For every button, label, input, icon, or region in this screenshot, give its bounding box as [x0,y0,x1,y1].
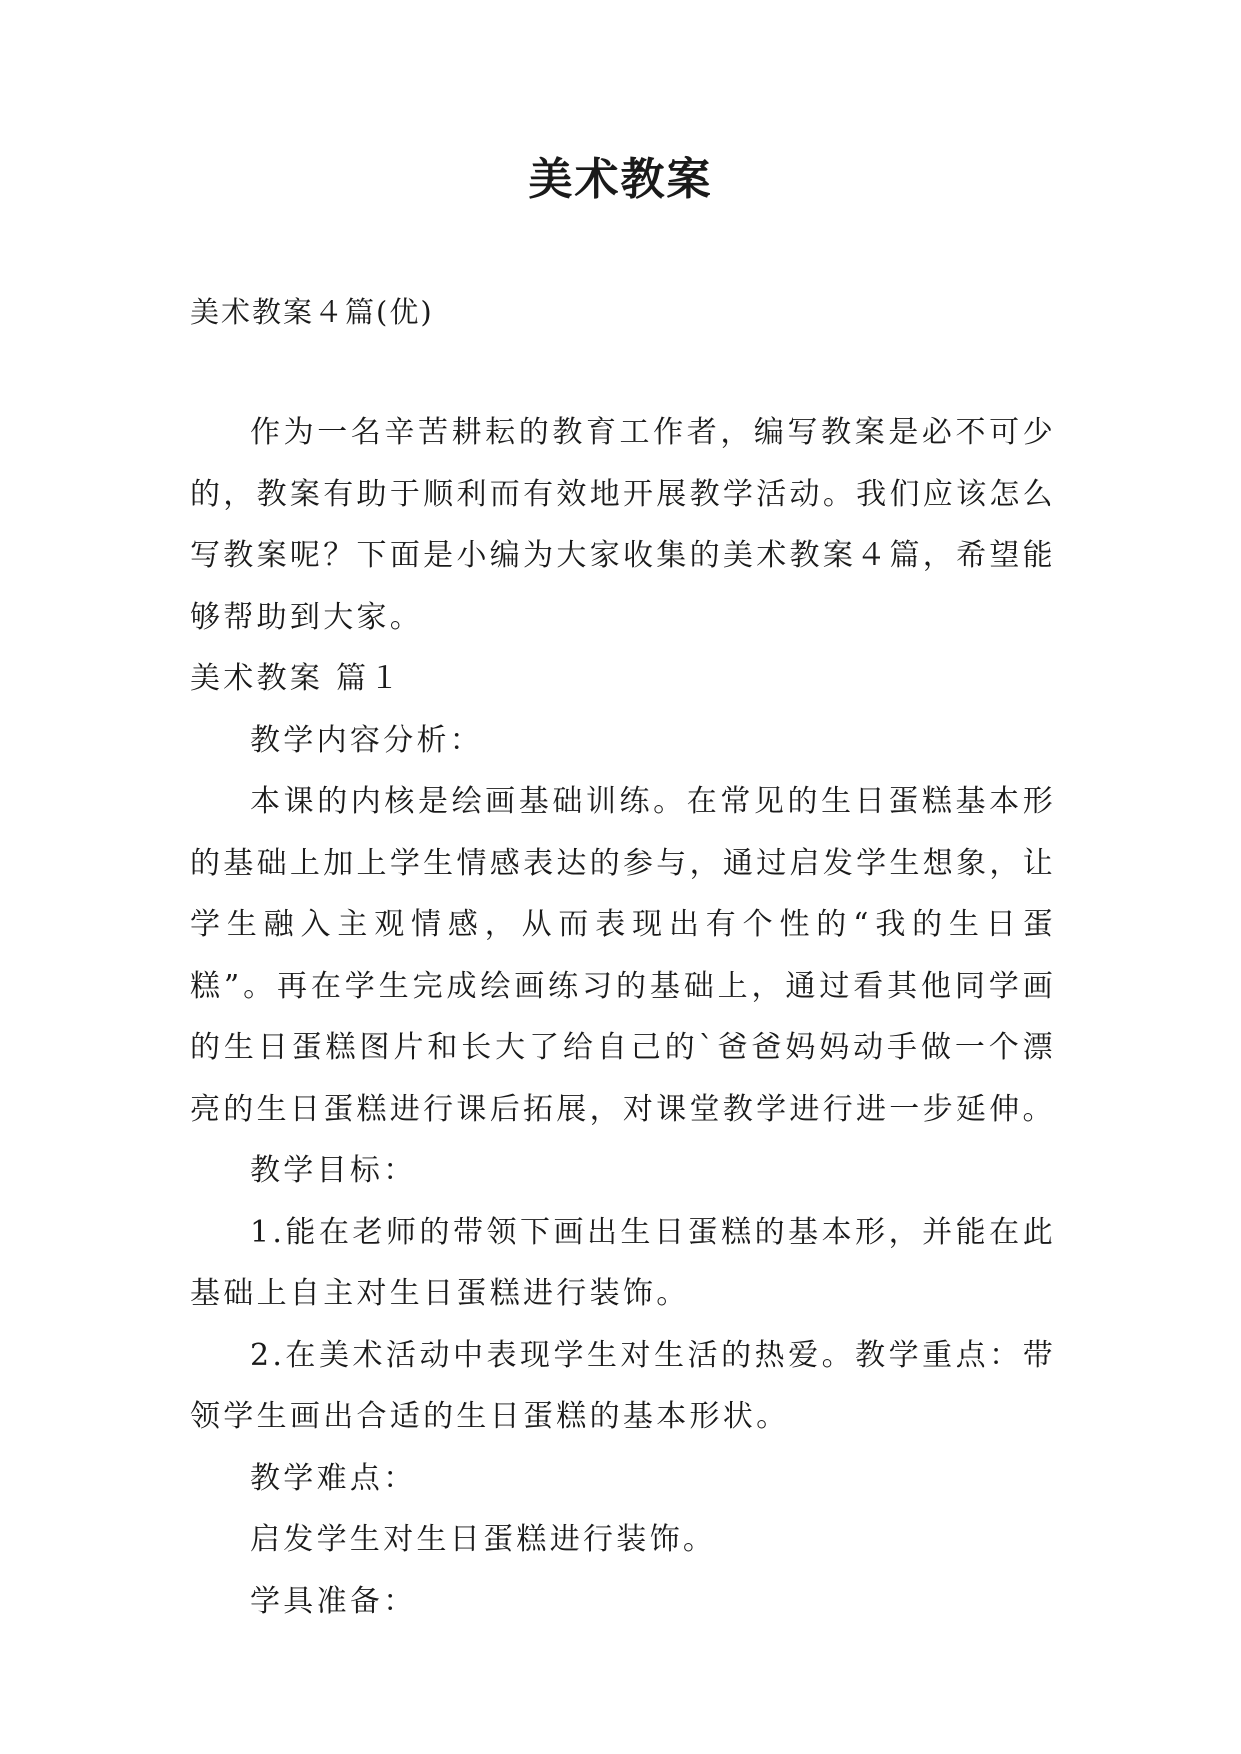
objective-item-1: 1.能在老师的带领下画出生日蛋糕的基本形，并能在此基础上自主对生日蛋糕进行装饰。 [190,1214,1056,1311]
objective-item-2: 2.在美术活动中表现学生对生活的热爱。教学重点：带领学生画出合适的生日蛋糕的基本形状。 [190,1337,1056,1434]
content-analysis-paragraph: 本课的内核是绘画基础训练。在常见的生日蛋糕基本形的基础上加上学生情感表达的参与，通过启发学生想象，让学生融入主观情感，从而表现出有个性的“我的生日蛋糕”。再在学生完成绘画练习的基础上，通过看其他同学画的生日蛋糕图片和长大了给自己的`爸爸妈妈动手做一个漂亮的生日蛋糕进行课后拓展，对课堂教学进行进一步延伸。 [190,784,1056,1127]
difficulty-paragraph: 启发学生对生日蛋糕进行装饰。 [250,1522,717,1557]
document-subtitle: 美术教案４篇(优) [190,295,434,329]
content-analysis-label: 教学内容分析： [250,722,484,758]
materials-label: 学具准备： [250,1583,417,1619]
intro-paragraph: 作为一名辛苦耕耘的教育工作者，编写教案是必不可少的，教案有助于顺利而有效地开展教学活动。我们应该怎么写教案呢？下面是小编为大家收集的美术教案４篇，希望能够帮助到大家。 [190,415,1056,635]
difficulty-label: 教学难点： [250,1460,417,1496]
document-title: 美术教案 [528,154,713,205]
section-heading: 美术教案 篇１ [190,661,403,696]
objectives-label: 教学目标： [250,1153,417,1188]
document-body [190,402,1056,1632]
